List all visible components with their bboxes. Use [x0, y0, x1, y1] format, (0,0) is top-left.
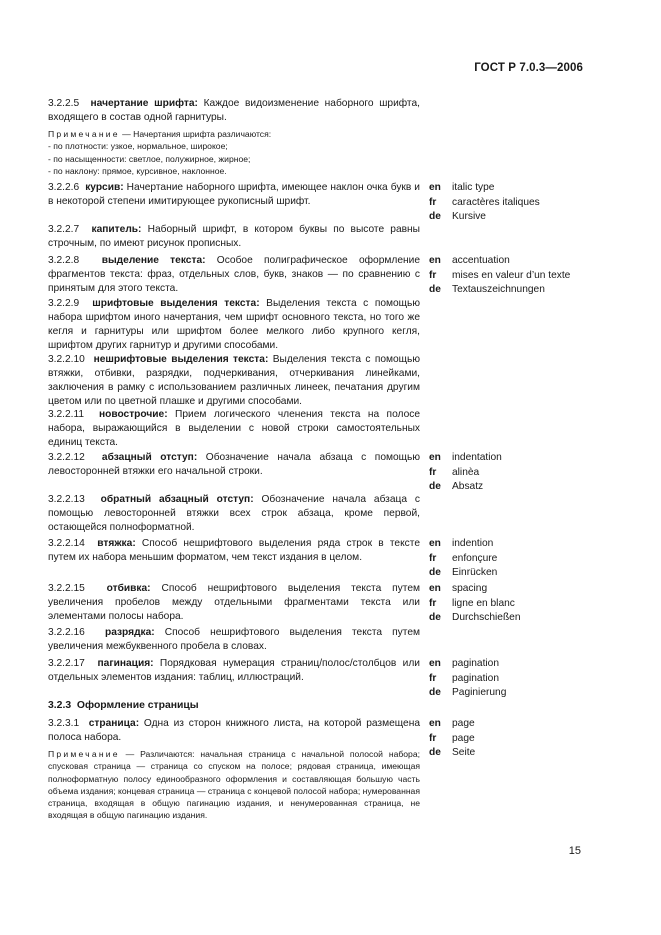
note-intro: — Начертания шрифта различаются: [119, 129, 272, 139]
lang-code: fr [429, 196, 437, 208]
page-header-standard: ГОСТ Р 7.0.3—2006 [474, 62, 583, 74]
equivalents-italic [429, 181, 540, 225]
equiv-en: italic type [452, 182, 495, 193]
entry-term: начертание шрифта: [90, 98, 198, 109]
entry-term: выделение текста: [101, 255, 206, 266]
lang-code: de [429, 211, 441, 222]
section-number: 3.2.3 [48, 700, 72, 711]
equiv-en: spacing [452, 583, 488, 594]
note-item: - по наклону: прямое, курсивное, наклонное. [48, 165, 227, 176]
entry-3-2-2-11 [48, 408, 420, 450]
lang-code: fr [429, 466, 437, 478]
entry-term: курсив: [85, 182, 124, 193]
lang-code: de [429, 687, 441, 698]
equiv-en: pagination [452, 658, 500, 669]
equiv-de: Kursive [452, 211, 486, 222]
lang-code: de [429, 284, 441, 295]
entry-definition: Каждое видоизменение наборного шрифта, входящего в состав одной гарнитуры. [48, 98, 420, 123]
entry-term: обратный абзацный отступ: [100, 494, 254, 505]
entry-number: 3.2.2.10 [48, 354, 85, 365]
lang-code: de [429, 481, 441, 492]
equiv-fr: enfonçure [452, 552, 498, 564]
entry-3-2-2-9 [48, 297, 420, 353]
lang-code: en [429, 452, 441, 463]
entry-3-2-2-12 [48, 451, 420, 479]
entry-term: пагинация: [97, 658, 154, 669]
entry-definition: Порядковая нумерация страниц/полос/столбцов или отдельных элементов издания: таблиц, иллюстраций. [48, 658, 420, 683]
lang-code: en [429, 658, 441, 669]
equivalents-page [429, 717, 475, 761]
lang-code: fr [429, 732, 437, 744]
entry-3-2-2-6 [48, 181, 420, 209]
entry-term: втяжка: [97, 538, 136, 549]
lang-code: en [429, 583, 441, 594]
entry-term: страница: [88, 718, 140, 729]
entry-definition: Одна из сторон книжного листа, на которой размещена полоса набора. [48, 718, 420, 743]
lang-code: en [429, 718, 441, 729]
lang-code: de [429, 567, 441, 578]
entry-definition: Особое полиграфическое оформление фрагментов текста: фраз, отдельных слов, букв, знаков — по сравнению с принятым для этого текста. [48, 255, 420, 294]
note-label: Примечание [48, 749, 120, 759]
entry-term: нешрифтовые выделения текста: [93, 354, 269, 365]
entry-number: 3.2.2.8 [48, 255, 80, 266]
entry-number: 3.2.2.5 [48, 98, 80, 109]
page-number: 15 [568, 845, 581, 857]
entry-term: шрифтовые выделения текста: [92, 298, 260, 309]
entry-number: 3.2.3.1 [48, 718, 80, 729]
entry-number: 3.2.2.14 [48, 538, 85, 549]
equiv-en: accentuation [452, 255, 510, 266]
equivalents-accentuation [429, 254, 570, 298]
note-item: - по насыщенности: светлое, полужирное, жирное; [48, 153, 251, 164]
entry-definition: Наборный шрифт, в котором буквы по высоте равны строчным, по имеют рисунок прописных. [48, 224, 420, 249]
equiv-en: indentation [452, 452, 502, 463]
entry-3-2-2-14 [48, 537, 420, 565]
equiv-fr: caractères italiques [452, 196, 540, 208]
entry-3-2-2-8 [48, 254, 420, 296]
equiv-de: Textauszeichnungen [452, 284, 545, 295]
equiv-de: Paginierung [452, 687, 507, 698]
equiv-fr: mises en valeur d’un texte [452, 269, 571, 281]
lang-code: en [429, 182, 441, 193]
equivalents-spacing [429, 582, 521, 626]
entry-number: 3.2.2.16 [48, 627, 85, 638]
entry-3-2-2-15 [48, 582, 420, 624]
entry-definition: Прием логического членения текста на полосе набора, выражающийся в выделении с новой строки самостоятельных единиц текста. [48, 409, 420, 448]
entry-3-2-2-17 [48, 657, 420, 685]
entry-term: отбивка: [106, 583, 151, 594]
note-font-styles [48, 128, 420, 177]
equiv-en: page [452, 718, 475, 729]
equiv-de: Einrücken [452, 567, 498, 578]
entry-3-2-2-10 [48, 353, 420, 409]
lang-code: fr [429, 597, 437, 609]
equiv-fr: alinèa [452, 466, 480, 478]
entry-definition: Выделения текста с помощью втяжки, отбивки, разрядки, подчеркивания, отчеркивания линейками, заключения в рамку с использованием различных линеек, печатания другим цветом или по цветной плашке и другими способами. [48, 354, 421, 407]
lang-code: de [429, 747, 441, 758]
entry-number: 3.2.2.12 [48, 452, 85, 463]
entry-number: 3.2.2.7 [48, 224, 80, 235]
entry-3-2-2-5 [48, 97, 420, 125]
equivalents-indention [429, 537, 497, 581]
entry-number: 3.2.2.17 [48, 658, 85, 669]
note-label: Примечание [48, 129, 120, 139]
lang-code: en [429, 255, 441, 266]
equiv-de: Durchschießen [452, 612, 521, 623]
entry-definition: Начертание наборного шрифта, имеющее наклон очка букв и в некоторой степени имитирующее рукописный шрифт. [48, 182, 421, 207]
entry-number: 3.2.2.9 [48, 298, 80, 309]
entry-3-2-3-1 [48, 717, 420, 745]
equiv-en: indention [452, 538, 494, 549]
lang-code: fr [429, 552, 437, 564]
entry-3-2-2-13 [48, 493, 420, 535]
entry-3-2-2-16 [48, 626, 420, 654]
section-title: Оформление страницы [76, 700, 199, 711]
equiv-fr: ligne en blanc [452, 597, 515, 609]
lang-code: fr [429, 269, 437, 281]
equivalents-pagination [429, 657, 506, 701]
entry-number: 3.2.2.15 [48, 583, 85, 594]
equiv-fr: pagination [452, 672, 500, 684]
entry-term: капитель: [91, 224, 142, 235]
entry-3-2-2-7 [48, 223, 420, 251]
entry-term: абзацный отступ: [101, 452, 198, 463]
note-page-types [48, 748, 420, 822]
entry-definition: Способ нешрифтового выделения текста путем увеличения пробелов между отдельными фрагментами текста или элементами полосы набора. [48, 583, 420, 622]
entry-definition: Обозначение начала абзаца с помощью левосторонней втяжки его начальной строки. [48, 452, 420, 477]
entry-number: 3.2.2.11 [48, 409, 85, 420]
entry-definition: Способ нешрифтового выделения текста путем увеличения межбуквенного пробела в словах. [48, 627, 420, 652]
entry-number: 3.2.2.6 [48, 182, 80, 193]
equiv-fr: page [452, 732, 475, 744]
equiv-de: Absatz [452, 481, 484, 492]
lang-code: de [429, 612, 441, 623]
note-item: - по плотности: узкое, нормальное, широкое; [48, 141, 228, 152]
entry-definition: Способ нешрифтового выделения ряда строк в тексте путем их набора меньшим форматом, чем текст издания в целом. [48, 538, 420, 563]
note-text: — Различаются: начальная страница с начальной полосой набора; спусковая страница — страница со спуском на полосе; рядовая страница, имеющая полноформатную полосу единообразного оформления и составляющая большую часть объема издания; концевая страница — страница с концевой полосой набора; нумерованная страница, входящая в общую пагинацию издания, и ненумерованная страница, не входящая в общую пагинацию издания. [48, 749, 420, 821]
lang-code: en [429, 538, 441, 549]
entry-term: разрядка: [104, 627, 155, 638]
entry-number: 3.2.2.13 [48, 494, 85, 505]
entry-definition: Обозначение начала абзаца с помощью левосторонней втяжки всех строк абзаца, кроме первой, остающейся полноформатной. [48, 494, 420, 533]
entry-definition: Выделения текста с помощью набора шрифтом иного начертания, чем шрифт основного текста, но того же кегля и гарнитуры или шрифтом более мелкого либо крупного кегля, шрифтом других гарнитур и другими способами. [48, 298, 420, 351]
lang-code: fr [429, 672, 437, 684]
equiv-de: Seite [452, 747, 476, 758]
equivalents-indentation [429, 451, 502, 495]
section-heading [48, 700, 199, 711]
entry-term: новострочие: [98, 409, 168, 420]
